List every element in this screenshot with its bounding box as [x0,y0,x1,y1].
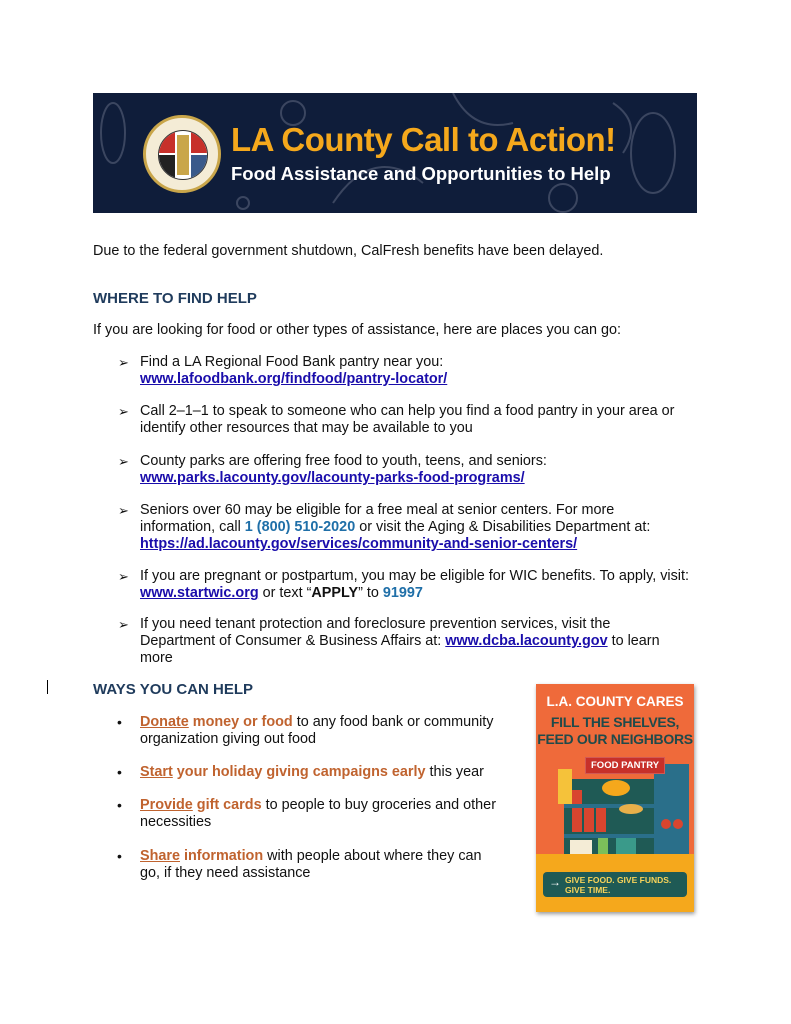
poster-cta [543,872,687,897]
wic-link[interactable]: www.startwic.org [140,585,259,601]
arrow-bullet-icon: ➢ [118,355,129,370]
item-text: to any food bank or community organization giving out food [140,714,494,747]
bullet-icon: • [117,764,122,780]
item-text: to people to buy groceries and other necessities [140,797,496,830]
help-item-211: Call 2–1–1 to speak to someone who can help you find a food pantry in your area or identify other resources that may be available to you [140,403,675,436]
find-help-lead: If you are looking for food or other types of assistance, here are places you can go: [93,322,621,338]
item-text: ” to [358,585,383,601]
item-verb: Share [140,848,180,864]
ways-item-provide [140,797,500,831]
wic-shortcode[interactable]: 91997 [382,585,423,601]
poster-line-3: FEED OUR NEIGHBORS [537,731,693,747]
help-item-wic [140,568,700,602]
ways-item-start [140,764,500,781]
poster-cta-line-2: GIVE TIME. [565,885,611,895]
item-text: to learn more [140,633,660,666]
senior-centers-link[interactable]: https://ad.lacounty.gov/services/community-and-senior-centers/ [140,536,578,552]
item-emphasis: your holiday giving campaigns early [176,764,426,780]
text-cursor [47,680,48,694]
wic-keyword: APPLY [311,585,359,601]
arrow-bullet-icon: ➢ [118,454,129,469]
item-verb: Donate [140,714,189,730]
ways-item-donate [140,714,500,748]
where-to-find-help-heading: WHERE TO FIND HELP [93,290,257,307]
item-text: Find a LA Regional Food Bank pantry near you: [140,354,444,370]
poster-cta-line-1: GIVE FOOD. GIVE FUNDS. [565,875,672,885]
fill-the-shelves-poster [536,684,694,912]
help-item-dcba [140,616,688,667]
help-item-parks [140,453,700,487]
bullet-icon: • [117,797,122,813]
banner-title: LA County Call to Action! [231,121,616,158]
item-verb: Provide [140,797,193,813]
item-text: County parks are offering free food to youth, teens, and seniors: [140,453,547,469]
arrow-bullet-icon: ➢ [118,503,129,518]
arrow-bullet-icon: ➢ [118,404,129,419]
poster-line-1: L.A. COUNTY CARES [546,694,684,709]
item-text: or text “ [258,585,312,601]
item-verb: Start [140,764,173,780]
bullet-icon: • [117,714,122,730]
arrow-bullet-icon: ➢ [118,569,129,584]
banner-subtitle: Food Assistance and Opportunities to Help [231,163,611,184]
poster-line-2: FILL THE SHELVES, [550,714,680,730]
senior-phone-number[interactable]: 1 (800) 510-2020 [244,519,356,535]
item-text: with people about where they can go, if they need assistance [140,848,482,881]
food-pantry-sign: FOOD PANTRY [585,757,665,774]
ways-you-can-help-heading: WAYS YOU CAN HELP [93,681,254,698]
poster-headline [536,714,694,748]
bullet-icon: • [117,848,122,864]
food-bank-link[interactable]: www.lafoodbank.org/findfood/pantry-locator/ [140,371,448,387]
parks-link[interactable]: www.parks.lacounty.gov/lacounty-parks-food-programs/ [140,470,525,486]
item-text: If you are pregnant or postpartum, you may be eligible for WIC benefits. To apply, visit: [140,568,689,584]
ways-item-share [140,848,504,882]
item-emphasis: information [184,848,264,864]
header-banner [93,93,697,213]
item-emphasis: money or food [192,714,293,730]
help-item-seniors [140,502,692,553]
arrow-bullet-icon: ➢ [118,617,129,632]
item-text: or visit the Aging & Disabilities Department at: [355,519,651,535]
arrow-right-icon: → [549,875,561,889]
item-text: Seniors over 60 may be eligible for a free meal at senior centers. For more information, call [140,502,615,535]
help-item-food-bank [140,354,700,388]
intro-text: Due to the federal government shutdown, CalFresh benefits have been delayed. [93,243,604,259]
county-seal-logo [143,115,221,193]
item-emphasis: gift cards [196,797,262,813]
item-text: this year [425,764,484,780]
item-text: If you need tenant protection and foreclosure prevention services, visit the Department of Consumer & Business Affairs at: [140,616,611,649]
dcba-link[interactable]: www.dcba.lacounty.gov [445,633,608,649]
